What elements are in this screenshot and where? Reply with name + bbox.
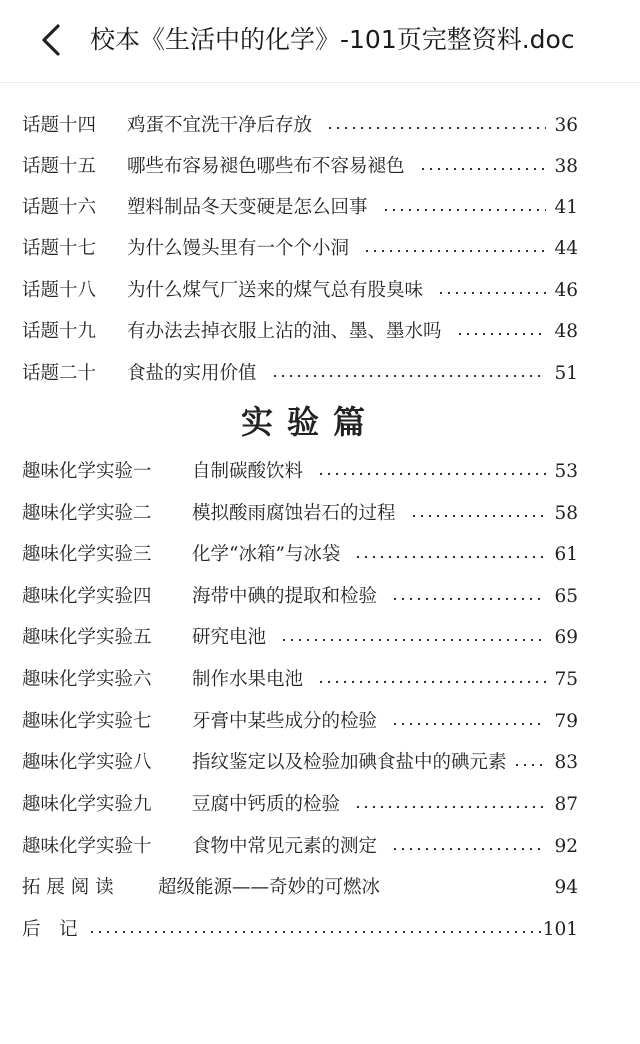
top-bar	[0, 0, 640, 83]
toc-leader-dots	[317, 473, 546, 475]
toc-label: 趣味化学实验六	[22, 669, 152, 690]
toc-label: 话题十九	[22, 321, 97, 342]
toc-row[interactable]	[22, 358, 578, 390]
toc-page-number: 58	[554, 503, 578, 524]
toc-title: 食物中常见元素的测定	[192, 836, 378, 857]
document-title: 校本《生活中的化学》-101页完整资料.doc	[90, 25, 575, 54]
toc-title: 化学“冰箱”与冰袋	[192, 544, 341, 565]
toc-page-number: 38	[554, 156, 578, 177]
toc-row[interactable]	[22, 192, 578, 224]
toc-page-number: 53	[554, 461, 578, 482]
toc-label: 趣味化学实验五	[22, 627, 152, 648]
toc-leader-dots	[317, 681, 546, 683]
toc-leader-dots	[391, 723, 546, 725]
toc-row[interactable]	[22, 275, 578, 307]
toc-leader-gap	[394, 889, 546, 891]
toc-leader-dots	[363, 250, 546, 252]
toc-page-number: 36	[554, 115, 578, 136]
toc-leader-dots	[456, 333, 547, 335]
toc-leader-dots	[326, 127, 546, 129]
toc-title: 为什么煤气厂送来的煤气总有股臭味	[127, 280, 424, 301]
toc-title: 鸡蛋不宜洗干净后存放	[127, 115, 313, 136]
toc-title: 哪些布容易褪色哪些布不容易褪色	[127, 156, 405, 177]
toc-label: 话题十六	[22, 197, 97, 218]
toc-page-number: 41	[554, 197, 578, 218]
toc-title: 超级能源——奇妙的可燃冰	[158, 877, 381, 898]
toc-page-number: 75	[554, 669, 578, 690]
toc-page-number: 87	[554, 794, 578, 815]
section-heading: 实验篇	[240, 403, 379, 441]
toc-title: 豆腐中钙质的检验	[192, 794, 341, 815]
toc-page-number: 101	[542, 919, 578, 940]
toc-row[interactable]	[22, 110, 578, 142]
toc-page-number: 94	[554, 877, 578, 898]
toc-row[interactable]	[22, 789, 578, 821]
back-button[interactable]	[34, 20, 74, 60]
toc-row[interactable]	[22, 539, 578, 571]
toc-row[interactable]	[22, 151, 578, 183]
toc-leader-dots	[354, 556, 546, 558]
toc-label: 趣味化学实验一	[22, 461, 152, 482]
toc-leader-dots	[271, 375, 547, 377]
toc-leader-dots	[410, 515, 547, 517]
toc-label: 拓 展 阅 读	[22, 877, 114, 898]
toc-title: 制作水果电池	[192, 669, 304, 690]
toc-row-afterword[interactable]	[22, 914, 578, 946]
toc-page-number: 44	[554, 238, 578, 259]
toc-label: 趣味化学实验十	[22, 836, 152, 857]
toc-title: 食盐的实用价值	[127, 363, 257, 384]
toc-label: 话题十八	[22, 280, 97, 301]
toc-page-number: 92	[554, 836, 578, 857]
toc-label: 趣味化学实验四	[22, 586, 152, 607]
toc-row[interactable]	[22, 456, 578, 488]
toc-leader-dots	[391, 598, 546, 600]
toc-leader-dots	[437, 292, 546, 294]
toc-leader-dots	[354, 806, 546, 808]
toc-page-number: 61	[554, 544, 578, 565]
toc-row[interactable]	[22, 581, 578, 613]
toc-leader-dots	[382, 209, 547, 211]
toc-row[interactable]	[22, 831, 578, 863]
toc-row[interactable]	[22, 498, 578, 530]
toc-page-number: 65	[554, 586, 578, 607]
toc-page-number: 79	[554, 711, 578, 732]
toc-label: 话题十五	[22, 156, 97, 177]
toc-title: 为什么馒头里有一个个小洞	[127, 238, 350, 259]
toc-row[interactable]	[22, 622, 578, 654]
toc-page-number: 51	[554, 363, 578, 384]
chevron-left-icon	[34, 20, 74, 60]
toc-label: 趣味化学实验三	[22, 544, 152, 565]
toc-title: 有办法去掉衣服上沾的油、墨、墨水吗	[127, 321, 442, 342]
toc-page-number: 83	[554, 752, 578, 773]
toc-title: 研究电池	[192, 627, 267, 648]
document-page[interactable]	[0, 82, 640, 1044]
toc-leader-dots	[280, 639, 546, 641]
toc-leader-dots	[391, 848, 546, 850]
toc-label: 趣味化学实验八	[22, 752, 152, 773]
toc-title: 牙膏中某些成分的检验	[192, 711, 378, 732]
toc-label: 话题十七	[22, 238, 97, 259]
toc-label: 趣味化学实验九	[22, 794, 152, 815]
toc-leader-dots	[419, 168, 547, 170]
toc-row[interactable]	[22, 316, 578, 348]
toc-page-number: 46	[554, 280, 578, 301]
toc-row[interactable]	[22, 747, 578, 779]
toc-label: 话题十四	[22, 115, 97, 136]
toc-row[interactable]	[22, 233, 578, 265]
toc-label: 趣味化学实验二	[22, 503, 152, 524]
toc-row-extension[interactable]	[22, 872, 578, 904]
toc-label: 后 记	[22, 919, 78, 940]
toc-label: 趣味化学实验七	[22, 711, 152, 732]
toc-row[interactable]	[22, 706, 578, 738]
toc-leader-dots	[88, 931, 541, 933]
toc-leader-dots	[513, 764, 549, 766]
toc-page-number: 69	[554, 627, 578, 648]
toc-title: 指纹鉴定以及检验加碘食盐中的碘元素	[192, 752, 507, 773]
toc-title: 自制碳酸饮料	[192, 461, 304, 482]
toc-title: 模拟酸雨腐蚀岩石的过程	[192, 503, 396, 524]
toc-row[interactable]	[22, 664, 578, 696]
toc-title: 塑料制品冬天变硬是怎么回事	[127, 197, 368, 218]
toc-title: 海带中碘的提取和检验	[192, 586, 378, 607]
toc-page-number: 48	[554, 321, 578, 342]
toc-label: 话题二十	[22, 363, 97, 384]
